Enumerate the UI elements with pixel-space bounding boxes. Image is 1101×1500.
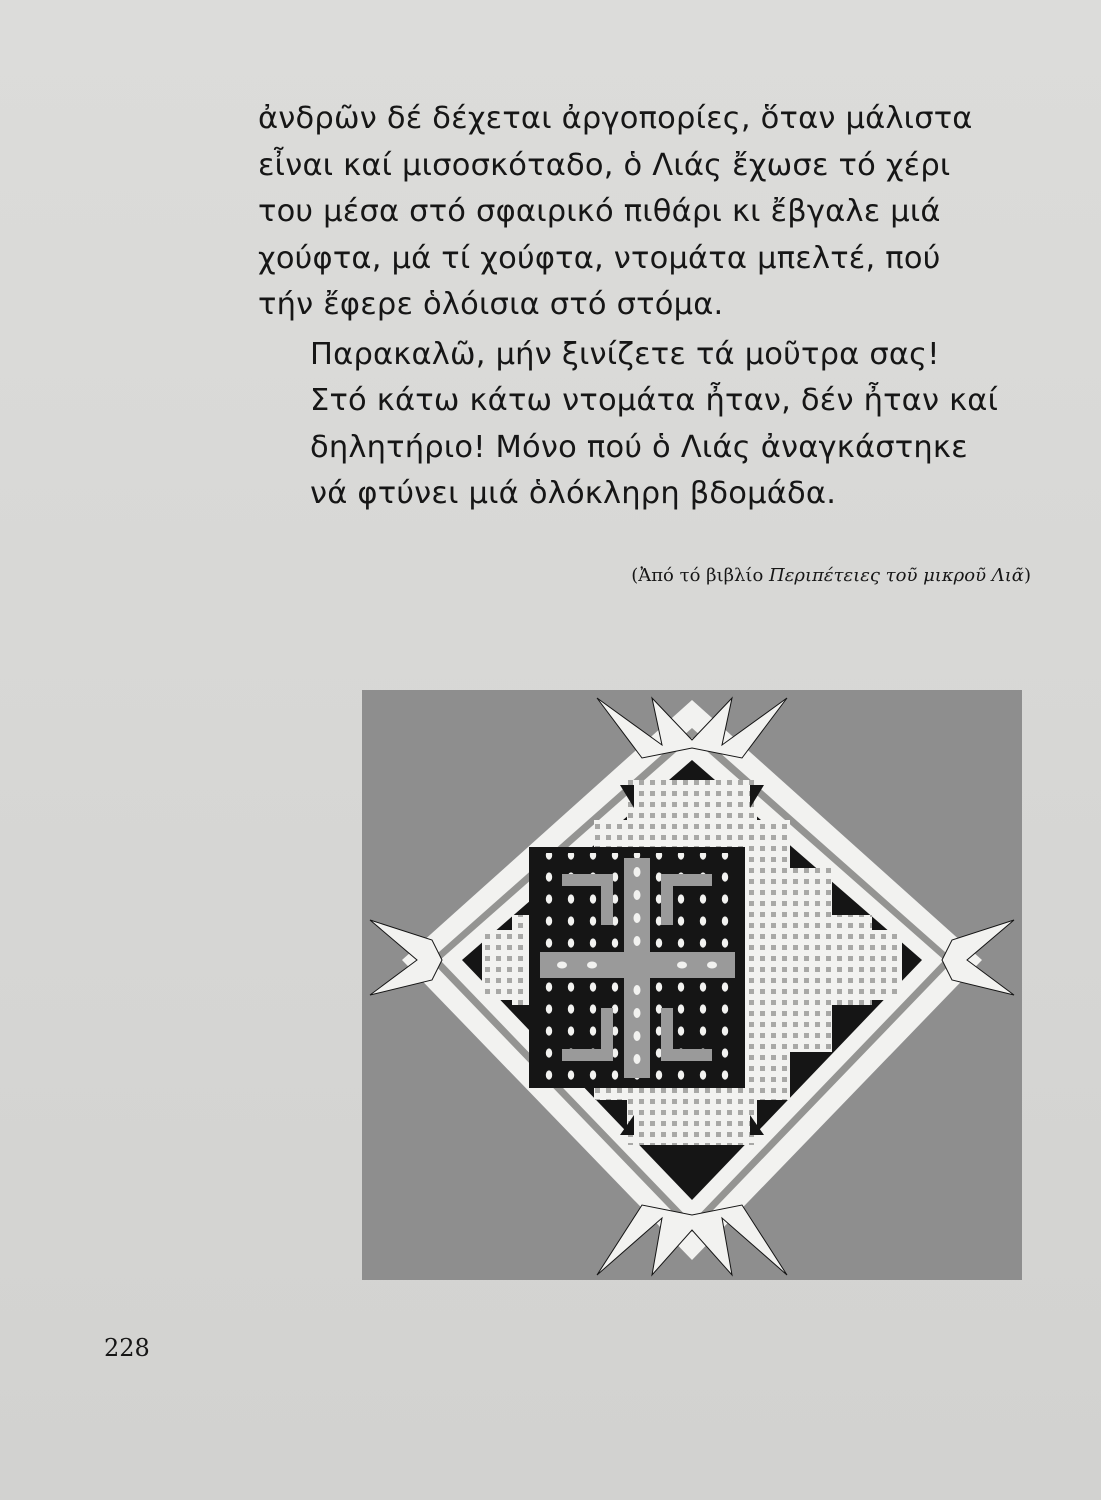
caption-prefix: (Ἀπό τό βιβλίο: [631, 565, 770, 586]
caption-suffix: ): [1023, 565, 1031, 586]
text-line: του μέσα στό σφαιρικό πιθάρι κι ἔβγαλε μιά: [258, 194, 941, 229]
text-line: χούφτα, μά τί χούφτα, ντομάτα μπελτέ, πού: [258, 240, 941, 276]
paragraph-2: [258, 332, 1038, 518]
text-line: εἶναι καί μισοσκόταδο, ὁ Λιάς ἔχωσε τό χέρι: [258, 147, 951, 183]
text-line: ἀνδρῶν δέ δέχεται ἀργοπορίες, ὅταν μάλιστα: [258, 101, 973, 136]
text-line: νά φτύνει μιά ὁλόκληρη βδομάδα.: [310, 476, 837, 511]
paragraph-1: [258, 96, 1038, 329]
caption-book-title: Περιπέτειες τοῦ μικροῦ Λιᾶ: [769, 565, 1024, 586]
text-line: δηλητήριο! Μόνο πού ὁ Λιάς ἀναγκάστηκε: [310, 429, 968, 465]
source-caption: [631, 565, 1031, 586]
body-text: [258, 96, 1038, 518]
text-line: Στό κάτω κάτω ντομάτα ἦταν, δέν ἦταν καί: [310, 383, 999, 418]
text-line: τήν ἔφερε ὁλόισια στό στόμα.: [258, 287, 724, 322]
page-number: 228: [104, 1334, 150, 1362]
text-line: Παρακαλῶ, μήν ξινίζετε τά μοῦτρα σας!: [310, 336, 940, 372]
embroidery-cross-motif-icon: [362, 690, 1022, 1280]
